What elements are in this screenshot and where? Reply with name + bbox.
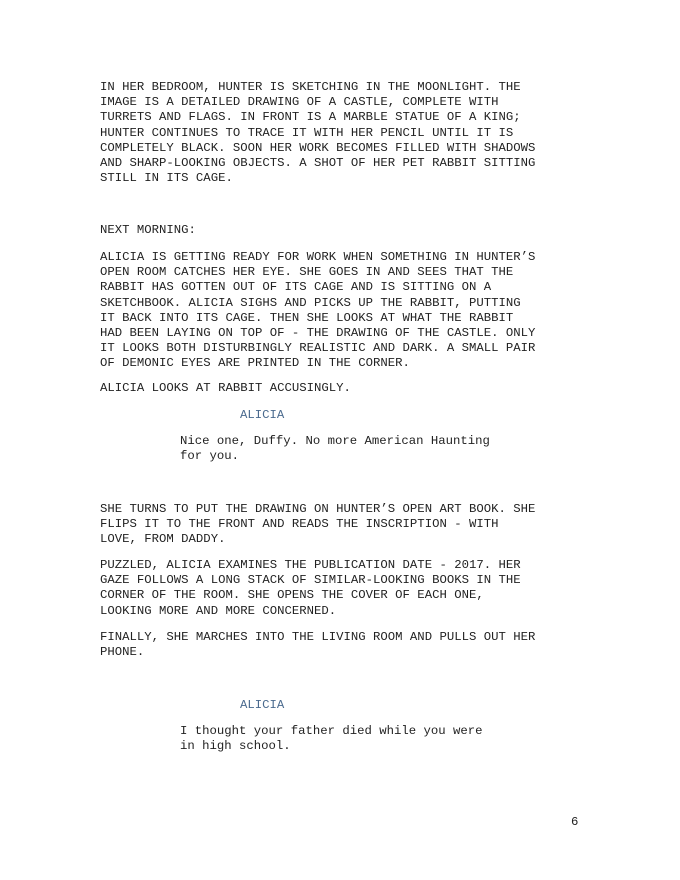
action-paragraph: ALICIA IS GETTING READY FOR WORK WHEN SOMETHING IN HUNTER’S OPEN ROOM CATCHES HER EYE. SHE GOES IN AND SEES THAT THE RABBIT HAS GOTTEN OUT OF ITS CAGE AND IS SITTING ON A SKETCHBOOK. ALICIA SIGHS AND PICKS UP THE RABBIT, PUTTING IT BACK INTO ITS CAGE. THEN SHE LOOKS AT WHAT THE RABBIT HAD BEEN LAYING ON TOP OF - THE DRAWING OF THE CASTLE. ONLY IT LOOKS BOTH DISTURBINGLY REALISTIC AND DARK. A SMALL PAIR OF DEMONIC EYES ARE PRINTED IN THE CORNER. (100, 250, 536, 371)
dialogue: I thought your father died while you were in high school. (180, 724, 483, 754)
action-paragraph: IN HER BEDROOM, HUNTER IS SKETCHING IN THE MOONLIGHT. THE IMAGE IS A DETAILED DRAWING OF A CASTLE, COMPLETE WITH TURRETS AND FLAGS. IN FRONT IS A MARBLE STATUE OF A KING; HUNTER CONTINUES TO TRACE IT WITH HER PENCIL UNTIL IT IS COMPLETELY BLACK. SOON HER WORK BECOMES FILLED WITH SHADOWS AND SHARP-LOOKING OBJECTS. A SHOT OF HER PET RABBIT SITTING STILL IN ITS CAGE. (100, 80, 536, 186)
page-number: 6 (571, 815, 579, 829)
action-paragraph: ALICIA LOOKS AT RABBIT ACCUSINGLY. (100, 381, 351, 395)
dialogue: Nice one, Duffy. No more American Haunting for you. (180, 434, 490, 464)
character-name: ALICIA (240, 698, 285, 712)
scene-heading: NEXT MORNING: (100, 223, 196, 237)
action-paragraph: SHE TURNS TO PUT THE DRAWING ON HUNTER’S OPEN ART BOOK. SHE FLIPS IT TO THE FRONT AND READS THE INSCRIPTION - WITH LOVE, FROM DADDY. (100, 502, 536, 547)
action-paragraph: FINALLY, SHE MARCHES INTO THE LIVING ROOM AND PULLS OUT HER PHONE. (100, 630, 536, 660)
character-name: ALICIA (240, 408, 285, 422)
action-paragraph: PUZZLED, ALICIA EXAMINES THE PUBLICATION DATE - 2017. HER GAZE FOLLOWS A LONG STACK OF SIMILAR-LOOKING BOOKS IN THE CORNER OF THE ROOM. SHE OPENS THE COVER OF EACH ONE, LOOKING MORE AND MORE CONCERNED. (100, 558, 521, 618)
